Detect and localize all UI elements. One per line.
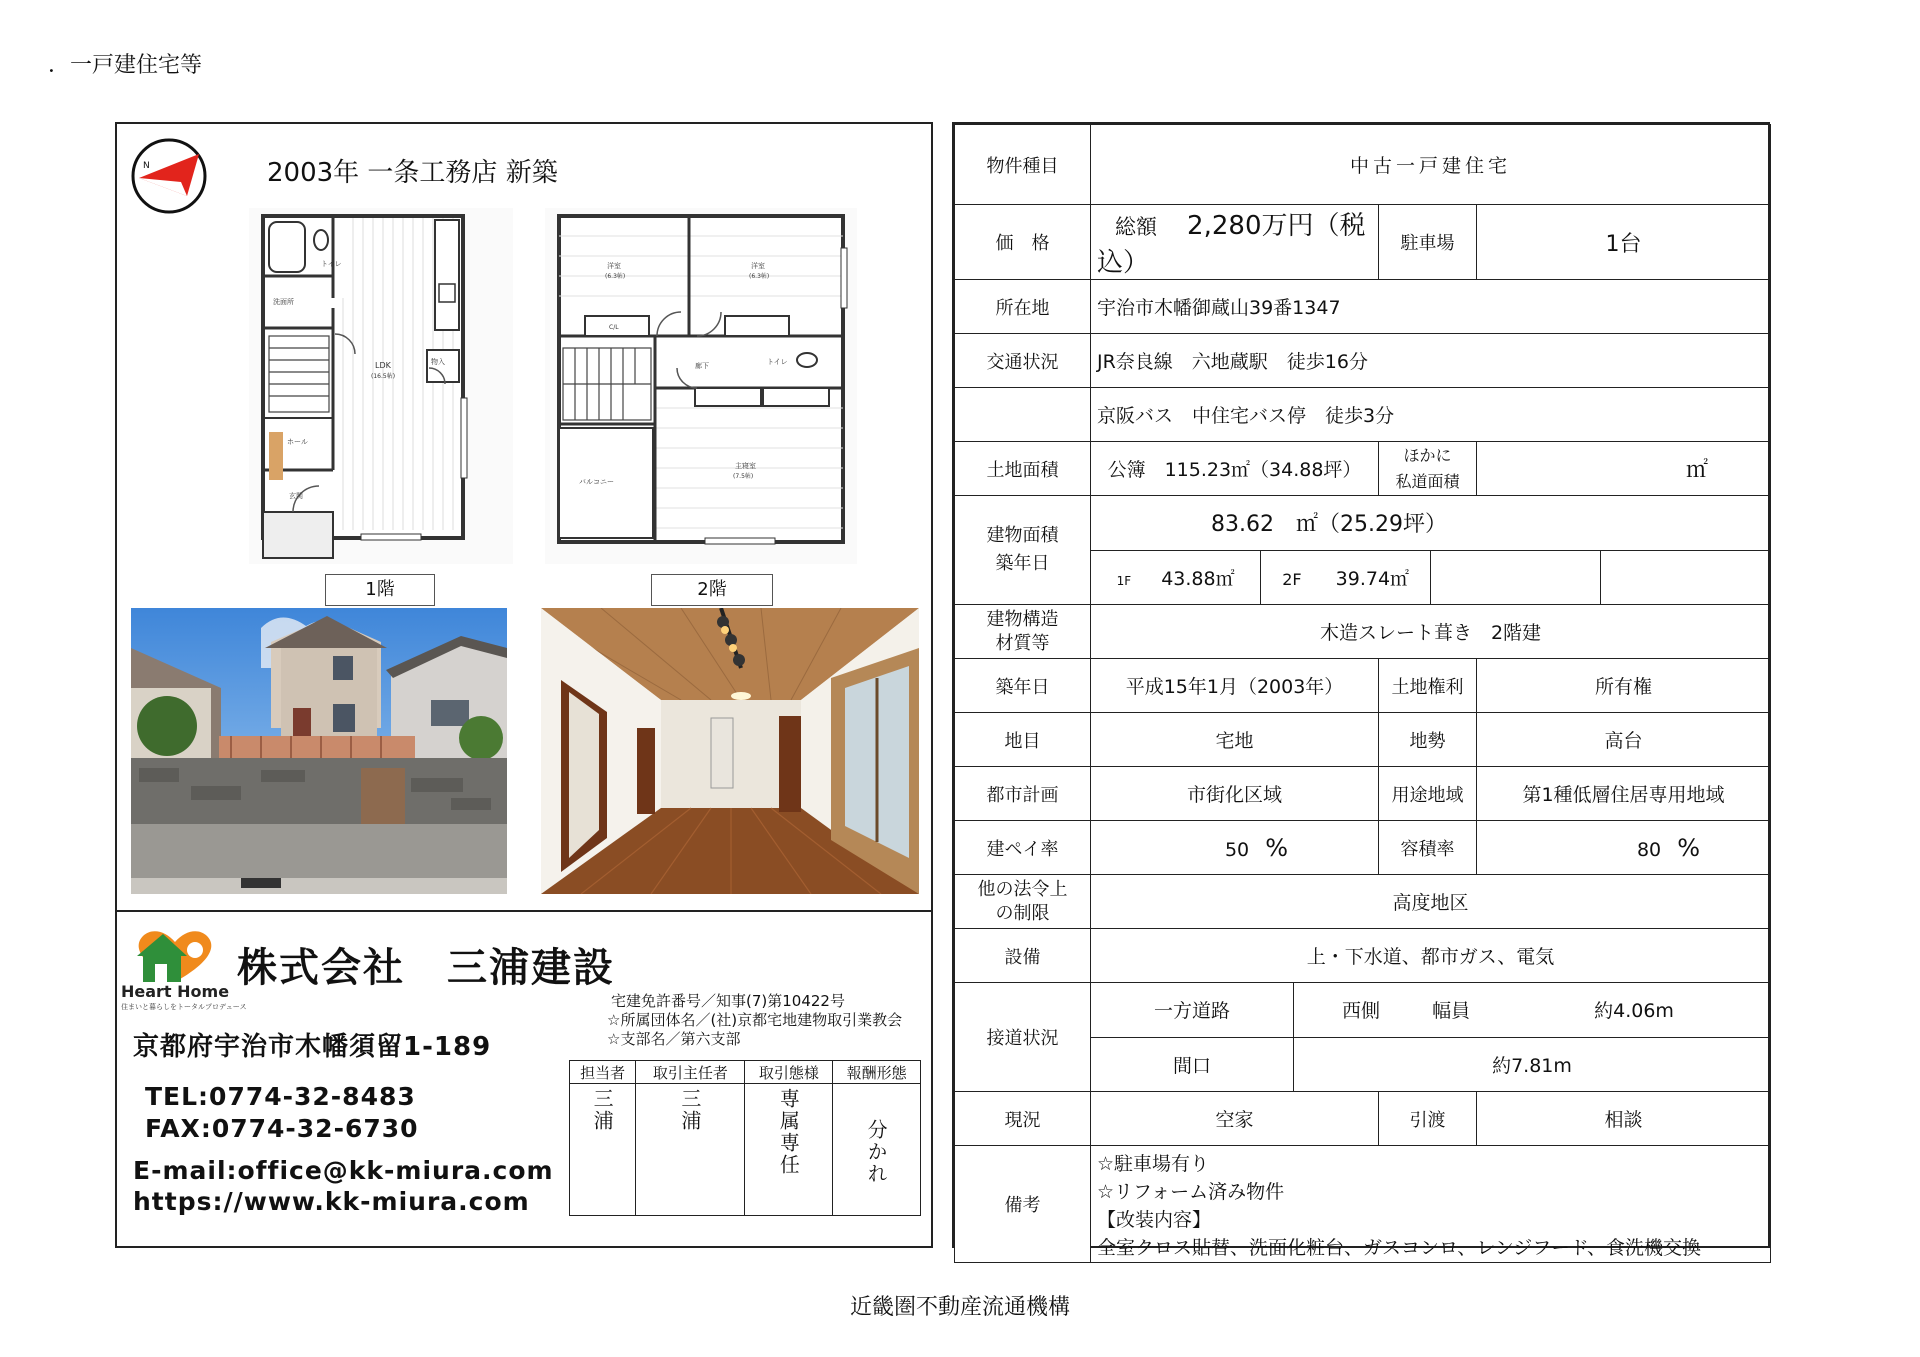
panel-divider xyxy=(117,910,933,912)
plan-2f-western2: 洋室 xyxy=(751,262,765,270)
company-tel: TEL:0774-32-8483 xyxy=(145,1082,416,1111)
built-label: 築年日 xyxy=(955,659,1091,713)
building-coverage-value: 50 xyxy=(1224,838,1250,861)
structure-label-2: 材質等 xyxy=(995,632,1050,654)
price-value: 2,280万円（税込） xyxy=(1097,211,1366,278)
company-address: 京都府宇治市木幡須留1-189 xyxy=(133,1032,492,1062)
zoning-label: 用途地域 xyxy=(1379,767,1477,821)
build-note: 2003年 一条工務店 新築 xyxy=(267,158,558,188)
floor2-label: 2階 xyxy=(651,574,773,606)
plan-2f-cl: C/L xyxy=(609,324,619,331)
plan-2f-master: 主寝室 xyxy=(735,462,756,470)
facility-value: 上・下水道、都市ガス、電気 xyxy=(1091,929,1771,983)
floor-area-ratio-pct: % xyxy=(1677,833,1701,862)
restriction-label-1: 他の法令上 xyxy=(977,878,1068,900)
handover-value: 相談 xyxy=(1477,1092,1771,1146)
frontage-label: 間口 xyxy=(1091,1037,1294,1091)
exterior-photo xyxy=(131,608,507,894)
plan-1f-wash: 洗面所 xyxy=(273,298,294,306)
plan-2f-toilet: トイレ xyxy=(767,358,788,366)
staff-header-tanto: 担当者 xyxy=(570,1061,636,1084)
parking-label: 駐車場 xyxy=(1379,205,1477,280)
traffic-label: 交通状況 xyxy=(955,334,1091,388)
staff-tanto-value: 三浦 xyxy=(590,1088,615,1132)
status-value: 空家 xyxy=(1091,1092,1379,1146)
compass-icon xyxy=(131,138,207,214)
land-area-label: 土地面積 xyxy=(955,442,1091,496)
road-width-label: 幅員 xyxy=(1432,1000,1471,1023)
handover-label: 引渡 xyxy=(1379,1092,1477,1146)
staff-table xyxy=(569,1060,921,1216)
location-value: 宇治市木幡御蔵山39番1347 xyxy=(1091,280,1771,334)
floor1-label: 1階 xyxy=(325,574,435,606)
road-direction: 西側 xyxy=(1342,1000,1381,1023)
plan-1f-storage: 物入 xyxy=(431,358,445,366)
page-footer: 近畿圏不動産流通機構 xyxy=(849,1295,1070,1320)
logo-text: Heart Home xyxy=(121,982,230,1001)
terrain-label: 地勢 xyxy=(1379,713,1477,767)
status-label: 現況 xyxy=(955,1092,1091,1146)
building-total-area: 83.62 ㎡（25.29坪） xyxy=(1091,496,1770,550)
price-label: 価 格 xyxy=(955,205,1091,280)
traffic-value-1: JR奈良線 六地蔵駅 徒歩16分 xyxy=(1091,334,1771,388)
staff-header-torihiki-shunin: 取引主任者 xyxy=(636,1061,745,1084)
floor1-area-label: 1F xyxy=(1116,573,1132,588)
road-width-value: 約4.06m xyxy=(1594,1000,1674,1023)
type-label: 物件種目 xyxy=(955,125,1091,205)
plan-1f-ldk: LDK xyxy=(375,361,391,370)
type-value: 中古一戸建住宅 xyxy=(1091,125,1771,205)
floor2-area-value: 39.74㎡ xyxy=(1335,567,1410,590)
plan-1f-entrance: 玄関 xyxy=(289,492,303,500)
terrain-value: 高台 xyxy=(1477,713,1771,767)
traffic-value-2: 京阪バス 中住宅バス停 徒歩3分 xyxy=(1091,388,1771,442)
road-type: 一方道路 xyxy=(1091,983,1294,1037)
parking-value: 1台 xyxy=(1477,205,1771,280)
frontage-value: 約7.81m xyxy=(1492,1054,1572,1077)
plan-2f-balcony: バルコニー xyxy=(579,478,614,486)
staff-torihiki-taiyo-value: 専属専任 xyxy=(776,1088,801,1176)
land-category-label: 地目 xyxy=(955,713,1091,767)
restriction-value: 高度地区 xyxy=(1091,875,1771,929)
private-road-label-1: ほかに xyxy=(1403,445,1452,465)
note-line: ☆リフォーム済み物件 xyxy=(1097,1181,1285,1203)
heart-home-logo-icon xyxy=(129,926,221,984)
building-coverage-pct: % xyxy=(1265,833,1288,862)
plan-1f-ldk-size: (16.5帖) xyxy=(371,373,396,380)
note-line: ☆駐車場有り xyxy=(1097,1153,1210,1175)
floor-plan-1f xyxy=(249,208,513,564)
private-road-label-2: 私道面積 xyxy=(1395,471,1460,491)
svg-text:N: N xyxy=(143,161,150,171)
license-number: 宅建免許番号／知事(7)第10422号 xyxy=(611,992,845,1010)
location-label: 所在地 xyxy=(955,280,1091,334)
branch-name: ☆支部名／第六支部 xyxy=(607,1030,741,1048)
property-left-panel xyxy=(115,122,933,1248)
company-email[interactable]: E-mail:office@kk-miura.com xyxy=(133,1156,554,1185)
interior-photo xyxy=(541,608,919,894)
plan-2f-western1-size: (6.3帖) xyxy=(605,273,626,280)
road-label: 接道状況 xyxy=(955,983,1091,1092)
plan-2f-western1: 洋室 xyxy=(607,262,621,270)
private-road-unit: ㎡ xyxy=(1477,442,1771,496)
plan-2f-corridor: 廊下 xyxy=(695,362,709,370)
building-date-label: 築年日 xyxy=(995,553,1050,574)
structure-value: 木造スレート葺き 2階建 xyxy=(1091,605,1771,659)
plan-2f-western2-size: (6.3帖) xyxy=(749,273,770,280)
floor-area-ratio-value: 80 xyxy=(1636,838,1662,861)
company-fax: FAX:0774-32-6730 xyxy=(145,1114,419,1143)
plan-2f-master-size: (7.5帖) xyxy=(733,473,754,480)
staff-hoshu-value: 分かれ xyxy=(864,1118,889,1185)
plan-1f-hall: ホール xyxy=(287,438,308,446)
floor2-area-label: 2F xyxy=(1282,569,1302,589)
plan-1f-wc: トイレ xyxy=(321,260,342,268)
city-plan-value: 市街化区域 xyxy=(1091,767,1379,821)
company-name: 株式会社 三浦建設 xyxy=(237,945,615,991)
facility-label: 設備 xyxy=(955,929,1091,983)
floor1-area-value: 43.88㎡ xyxy=(1161,567,1235,590)
note-line: 全室クロス貼替、洗面化粧台、ガスコンロ、レンジフード、食洗機交換 xyxy=(1097,1237,1702,1259)
zoning-value: 第1種低層住居専用地域 xyxy=(1477,767,1771,821)
logo-subtitle: 住まいと暮らしをトータルプロデュース xyxy=(121,1003,247,1011)
structure-label-1: 建物構造 xyxy=(986,608,1059,630)
built-value: 平成15年1月（2003年） xyxy=(1091,659,1379,713)
city-plan-label: 都市計画 xyxy=(955,767,1091,821)
floor-plan-2f xyxy=(545,208,857,564)
land-right-value: 所有権 xyxy=(1477,659,1771,713)
note-line: 【改装内容】 xyxy=(1097,1209,1212,1231)
restriction-label-2: の制限 xyxy=(995,902,1050,924)
notes-label: 備考 xyxy=(955,1146,1091,1263)
land-right-label: 土地権利 xyxy=(1379,659,1477,713)
page-header: ．一戸建住宅等 xyxy=(48,53,203,78)
building-area-label: 建物面積 xyxy=(986,525,1059,546)
company-url[interactable]: https://www.kk-miura.com xyxy=(133,1187,530,1216)
building-coverage-label: 建ペイ率 xyxy=(955,821,1091,875)
staff-torihiki-shunin-value: 三浦 xyxy=(677,1088,702,1132)
association-name: ☆所属団体名／(社)京都宅地建物取引業教会 xyxy=(607,1011,903,1029)
staff-header-torihiki-taiyo: 取引態様 xyxy=(745,1061,833,1084)
property-detail-table xyxy=(952,122,1770,1259)
land-category-value: 宅地 xyxy=(1091,713,1379,767)
floor-area-ratio-label: 容積率 xyxy=(1379,821,1477,875)
staff-header-hoshu: 報酬形態 xyxy=(833,1061,921,1084)
land-area-value: 公簿 115.23㎡（34.88坪） xyxy=(1091,442,1379,496)
price-total-label: 総額 xyxy=(1115,215,1157,239)
